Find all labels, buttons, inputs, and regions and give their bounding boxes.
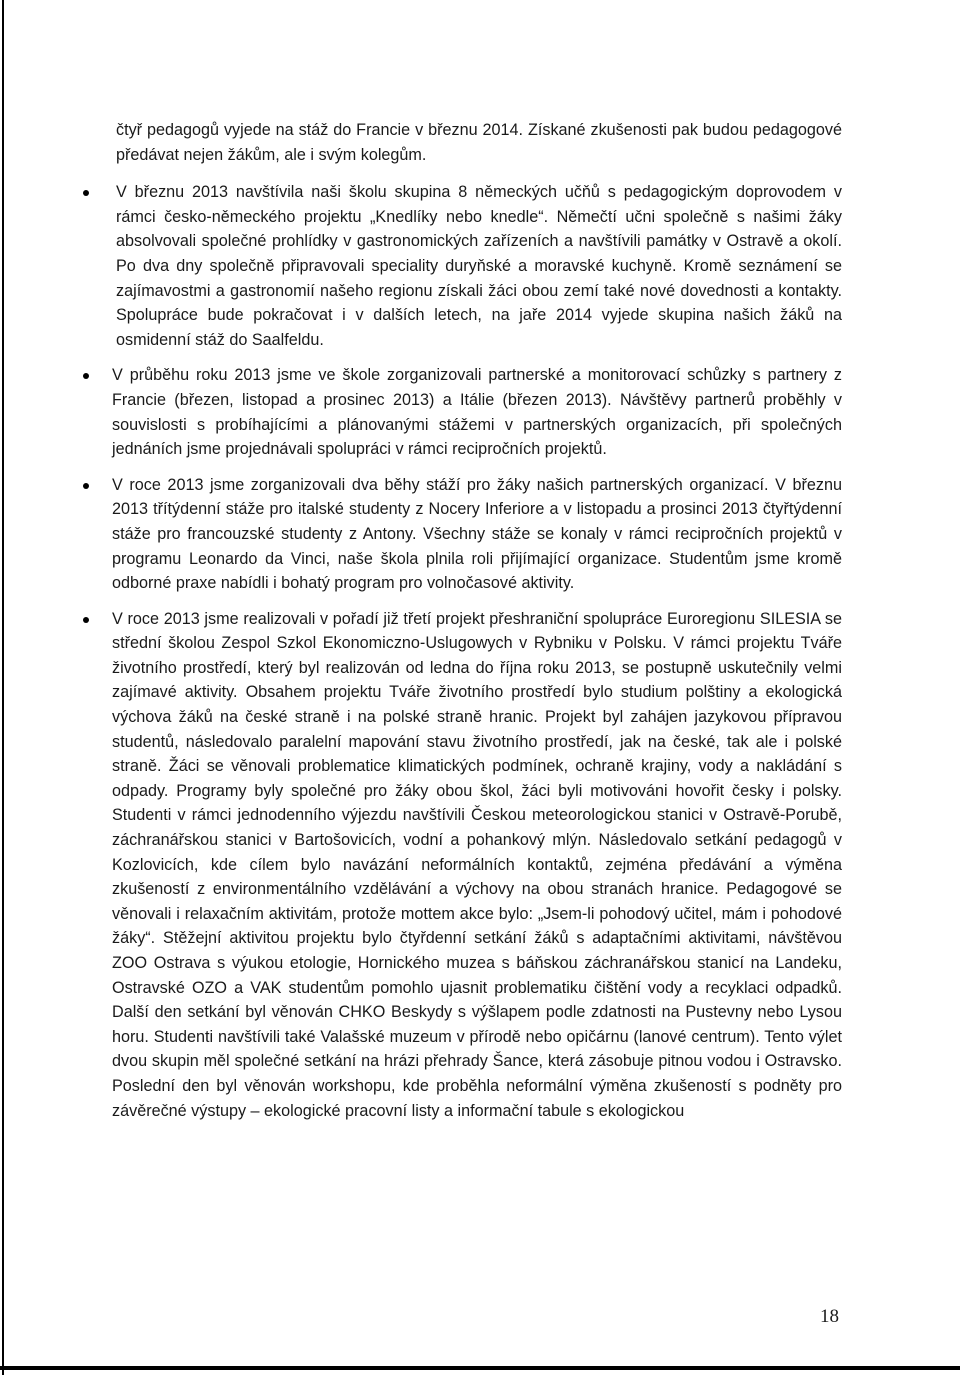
bullet-dot-icon xyxy=(83,190,89,196)
bullet-dot-icon xyxy=(83,483,89,489)
page-number: 18 xyxy=(820,1306,839,1327)
bullet-item-internships xyxy=(112,473,842,596)
bullet-dot-icon xyxy=(83,617,89,623)
page-border-left xyxy=(2,0,4,1375)
document-body xyxy=(112,118,842,1123)
bullet-text: V průběhu roku 2013 jsme ve škole zorganizovali partnerské a monitorovací schůzky s partnery z Francie (březen, listopad a prosinec 2013) a Itálie (březen 2013). Návštěvy partnerů proběhly v souvislosti s probíhajícími a plánovanými stážemi v partnerských organizacích, při společných jednáních jsme projednávali spolupráci v rámci recipročních projektů. xyxy=(112,366,842,459)
bullet-item-silesia-project xyxy=(112,607,842,1123)
bullet-dot-icon xyxy=(83,373,89,379)
continued-paragraph: čtyř pedagogů vyjede na stáž do Francie v březnu 2014. Získané zkušenosti pak budou pedagogové předávat nejen žákům, ale i svým kolegům. xyxy=(116,121,842,164)
bullet-text: V roce 2013 jsme realizovali v pořadí již třetí projekt přeshraniční spolupráce Euroregionu SILESIA se střední školou Zespol Szkol Ekonomiczno-Uslugowych v Rybniku v Polsku. V rámci projektu Tváře životního prostředí, který byl realizován od ledna do října roku 2013, se postupně uskutečnily velmi zajímavé aktivity. Obsahem projektu Tváře životního prostředí bylo studium polštiny a ekologická výchova žáků na české straně i na polské straně hranic. Projekt byl zahájen jazykovou přípravou studentů, následovalo paralelní mapování stavu životního prostředí, jak na české, tak ale i polské straně. Žáci se věnovali problematice klimatických podmínek, ochraně krajiny, vody a nakládání s odpady. Programy byly společné pro žáky obou škol, žáci byli motivováni hovořit česky i polsky. Studenti v rámci jednodenního výjezdu navštívili Českou meteorologickou stanici v Ostravě-Porubě, záchranářskou stanici v Bartošovicích, vodní a pohankový mlýn. Následovalo setkání pedagogů v Kozlovicích, kde cílem bylo navázání neformálních kontaktů, zejména předávání a výměna zkušeností z environmentálního vzdělávání a výchovy na obou stranách hranice. Pedagogové se věnovali i relaxačním aktivitám, protože mottem akce bylo: „Jsem-li pohodový učitel, mám i pohodové žáky“. Stěžejní aktivitou projektu bylo čtyřdenní setkání žáků s adaptačními aktivitami, návštěvou ZOO Ostrava s výukou etologie, Hornického muzea s báňskou záchranářskou stanicí na Landeku, Ostravské OZO a VAK studentům pomohlo ujasnit problematiku čištění vody a recyklaci odpadků. Další den setkání byl věnován CHKO Beskydy s výšlapem podle zdatnosti na Pustevny nebo Lysou horu. Studenti navštívili také Valašské muzeum v přírodě nebo opičárnu (lanové centrum). Tento výlet dvou skupin měl společné setkání na hrázi přehrady Šance, která zásobuje pitnou vodou i Ostravsko. Poslední den byl věnován workshopu, kde proběhla neformální výměna zkušeností s podněty pro závěrečné výstupy – ekologické pracovní listy a informační tabule s ekologickou xyxy=(112,609,842,1120)
bullet-text: V roce 2013 jsme zorganizovali dva běhy stáží pro žáky našich partnerských organizací. V březnu 2013 třítýdenní stáže pro italské studenty z Nocery Inferiore a v listopadu a prosinci 2013 čtyřtýdenní stáže pro francouzské studenty z Antony. Všechny stáže se konaly v rámci recipročních projektů v programu Leonardo da Vinci, naše škola plnila roli přijímající organizace. Studentům jsme kromě odborné praxe nabídli i bohatý program pro volnočasové aktivity. xyxy=(112,475,842,593)
bullet-text: V březnu 2013 navštívila naši školu skupina 8 německých učňů s pedagogickým doprovodem v rámci česko-německého projektu „Knedlíky nebo knedle“. Němečtí učni společně s našimi žáky absolvovali společné prohlídky v gastronomických zařízeních a navštívili památky v Ostravě a okolí. Po dva dny společně připravovali speciality duryňské a moravské kuchyně. Kromě seznámení se zajímavostmi a gastronomií našeho regionu získali žáci obou zemí také nové dovednosti a kontakty. Spolupráce bude pokračovat i v dalších letech, na jaře 2014 vyjede skupina našich žáků na osmidenní stáž do Saalfeldu. xyxy=(116,183,842,349)
bullet-item-partner-meetings xyxy=(112,363,842,461)
page-border-bottom xyxy=(0,1366,960,1370)
bullet-item-german-exchange xyxy=(112,180,842,352)
